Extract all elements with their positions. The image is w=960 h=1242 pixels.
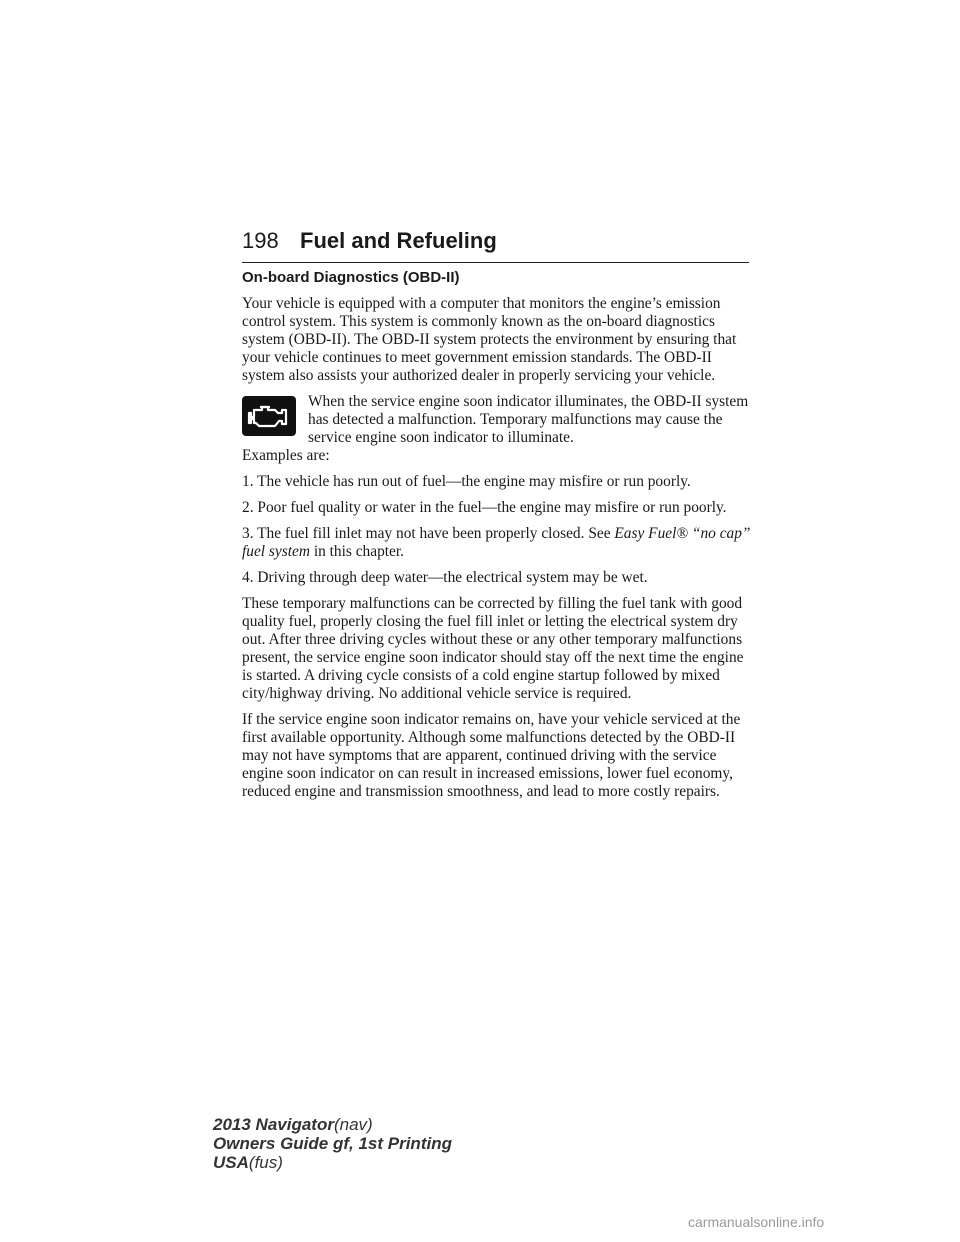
footer-edition: Owners Guide gf, 1st Printing	[213, 1134, 452, 1153]
list-item: 2. Poor fuel quality or water in the fuel—the engine may misfire or run poorly.	[242, 499, 727, 516]
footer-model-code: (nav)	[333, 1115, 373, 1134]
footer-market: USA	[213, 1153, 249, 1172]
chapter-title: Fuel and Refueling	[300, 228, 497, 253]
list-item-text: 3. The fuel fill inlet may not have been properly closed. See	[242, 525, 615, 542]
indicator-remains-paragraph: If the service engine soon indicator remains on, have your vehicle serviced at the first available opportunity. Although some malfunctions detected by the OBD-II may not have symptoms that are apparent, continued driving with the service engine soon indicator on can result in increased emissions, lower fuel economy, reduced engine and transmission smoothness, and lead to more costly repairs.	[242, 711, 741, 800]
examples-label: Examples are:	[242, 447, 330, 464]
page-header	[242, 228, 749, 263]
indicator-block	[242, 393, 757, 447]
list-item: 1. The vehicle has run out of fuel—the engine may misfire or run poorly.	[242, 473, 691, 490]
cross-reference-link: Easy Fuel® “no cap” fuel system	[242, 525, 751, 560]
page-footer	[213, 1115, 452, 1172]
intro-paragraph: Your vehicle is equipped with a computer that monitors the engine’s emission control system. This system is commonly known as the on-board diagnostics system (OBD-II). The OBD-II system protects the environment by ensuring that your vehicle continues to meet government emission standards. The OBD-II system also assists your authorized dealer in properly servicing your vehicle.	[242, 295, 737, 384]
section-heading: On-board Diagnostics (OBD-II)	[242, 269, 460, 286]
watermark: carmanualsonline.info	[688, 1214, 825, 1230]
list-item	[242, 525, 757, 561]
footer-model: 2013 Navigator	[213, 1115, 334, 1134]
temporary-malfunctions-paragraph: These temporary malfunctions can be corrected by filling the fuel tank with good quality fuel, properly closing the fuel fill inlet or letting the electrical system dry out. After three driving cycles without these or any other temporary malfunctions present, the service engine soon indicator should stay off the next time the engine is started. A driving cycle consists of a cold engine startup followed by mixed city/highway driving. No additional vehicle service is required.	[242, 595, 744, 702]
footer-line	[213, 1115, 452, 1134]
list-item-text: in this chapter.	[309, 543, 405, 560]
footer-line	[213, 1153, 452, 1172]
page-content	[242, 269, 757, 809]
check-engine-icon	[242, 396, 296, 436]
footer-line	[213, 1134, 452, 1153]
list-item: 4. Driving through deep water—the electrical system may be wet.	[242, 569, 648, 586]
indicator-paragraph: When the service engine soon indicator illuminates, the OBD-II system has detected a malfunction. Temporary malfunctions may cause the service engine soon indicator to illuminate.	[308, 393, 749, 446]
page-number: 198	[242, 228, 279, 253]
footer-market-code: (fus)	[248, 1153, 283, 1172]
